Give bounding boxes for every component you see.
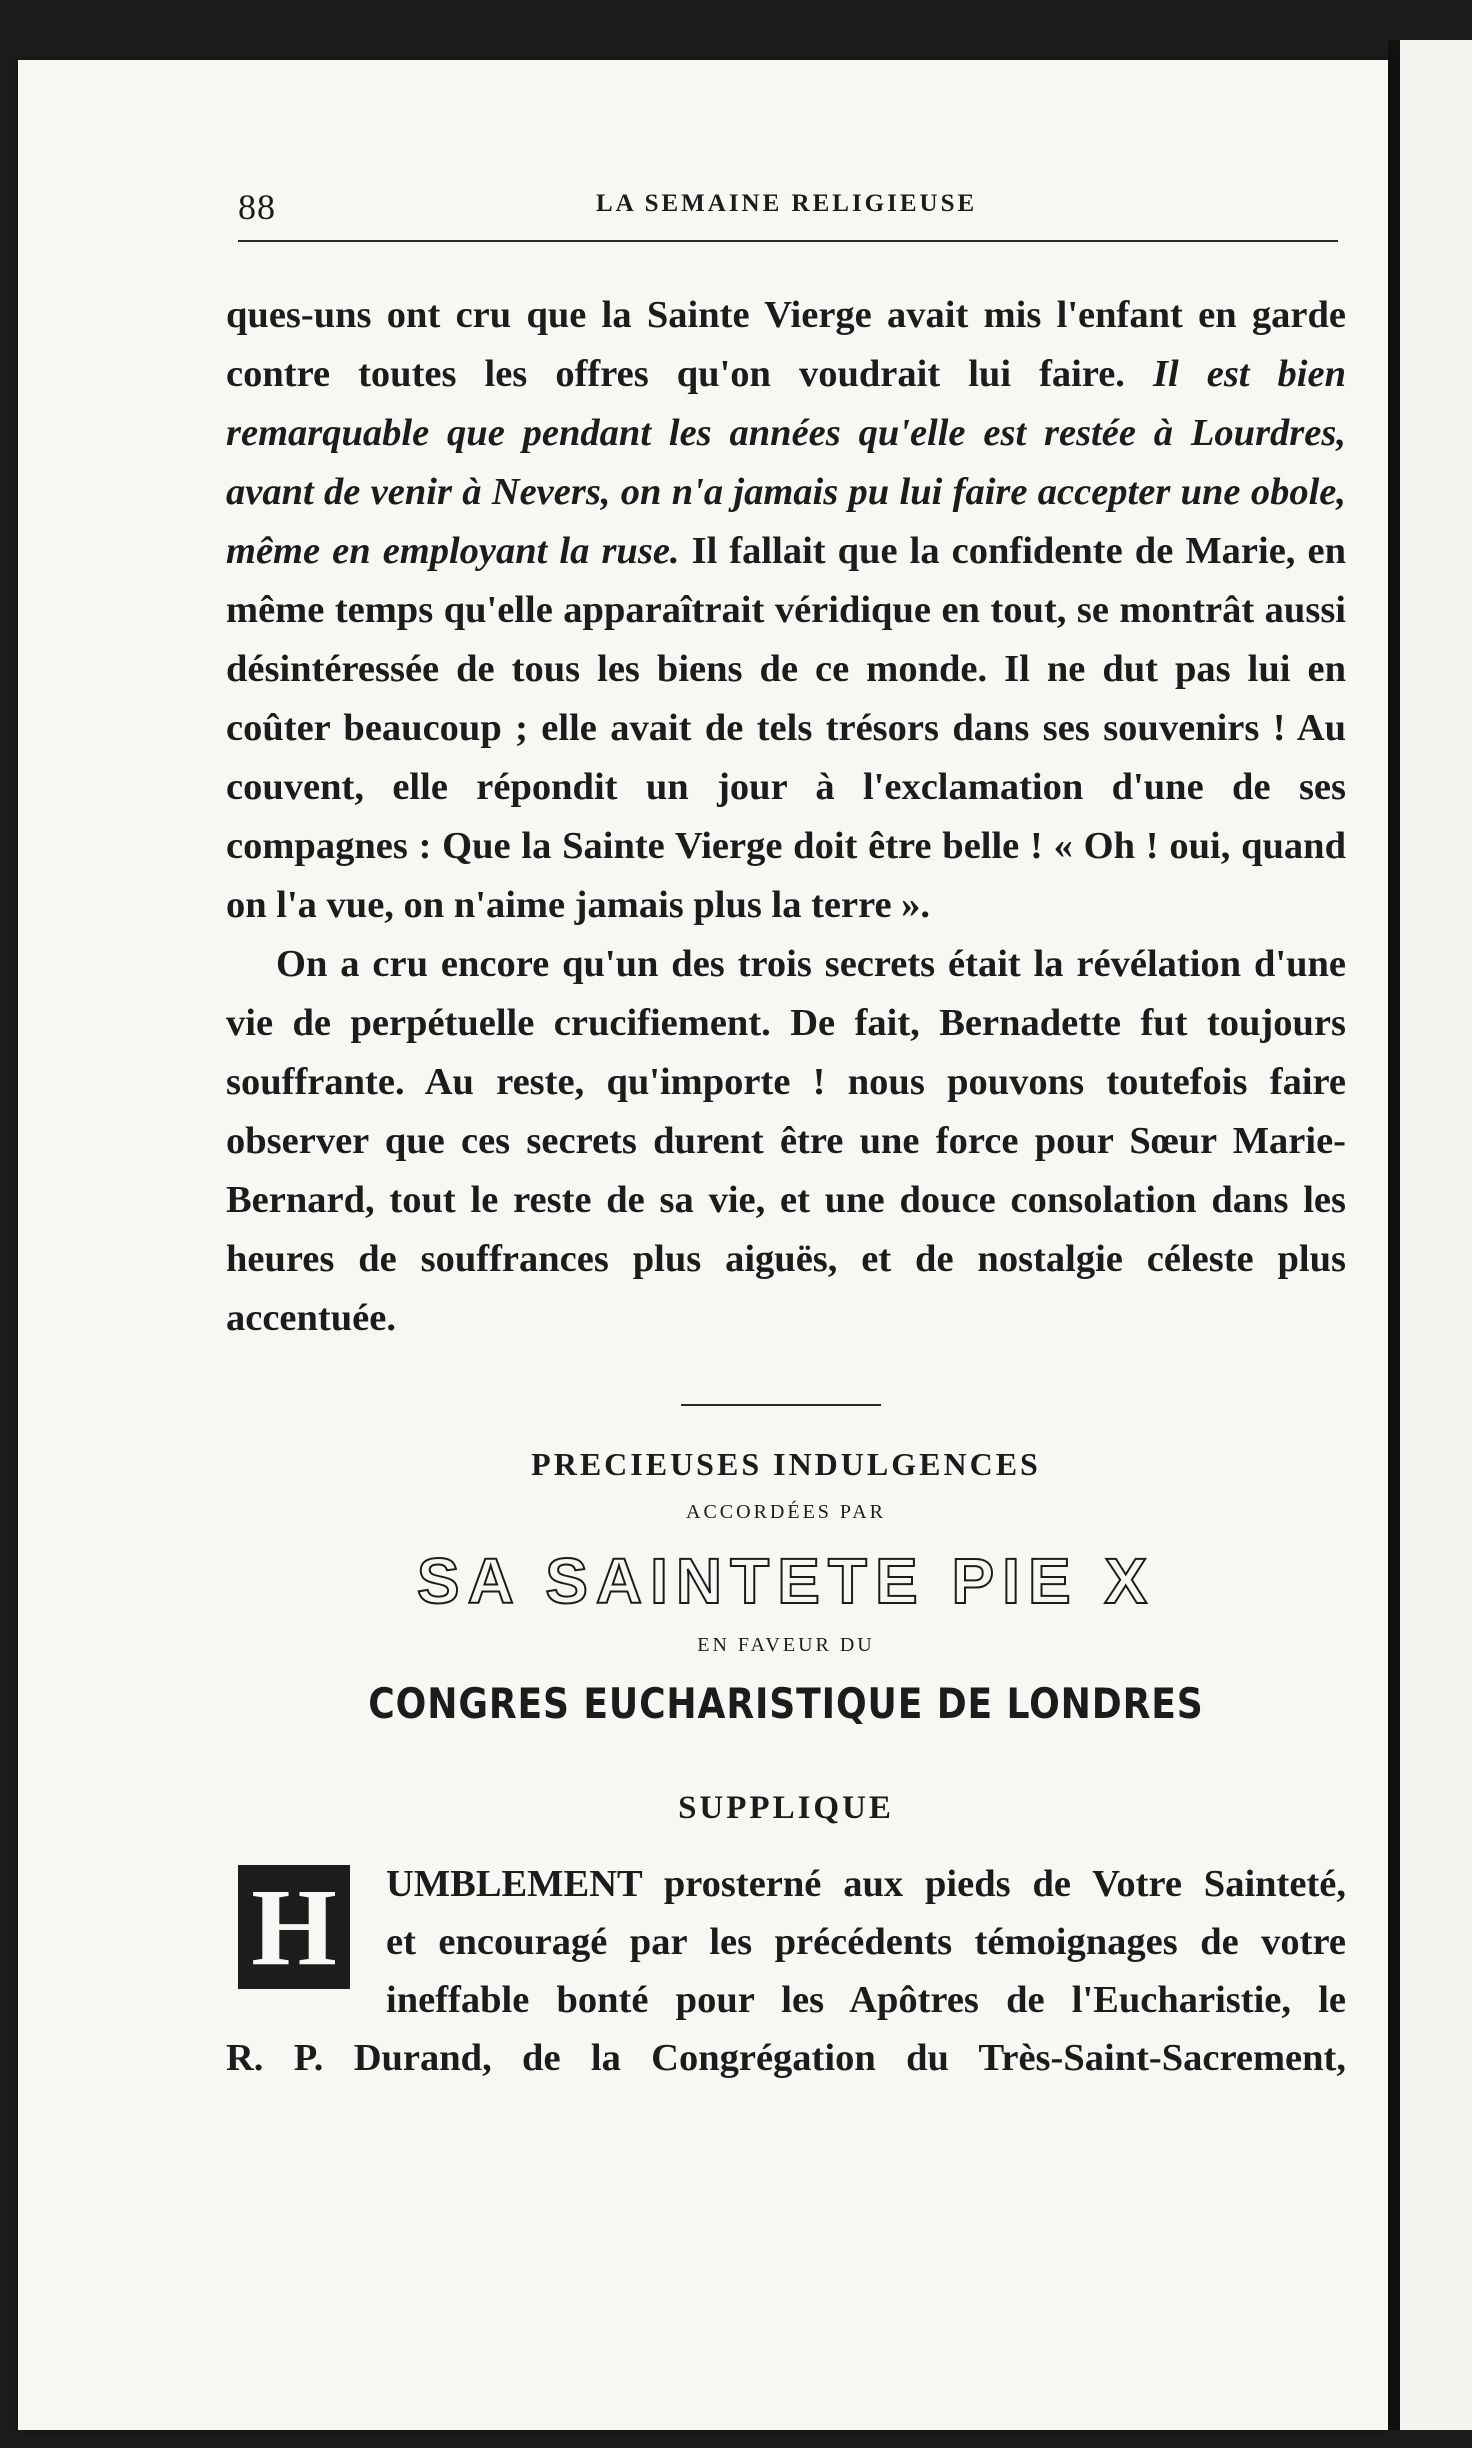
header-rule (238, 240, 1338, 242)
paragraph-2 (226, 935, 1346, 1348)
running-title: LA SEMAINE RELIGIEUSE (596, 190, 978, 217)
supplique-line-3: ineffable bonté pour les Apôtres de l'Eucharistie, le (386, 1979, 1346, 2021)
article-body (226, 286, 1346, 1348)
accordees-par-line: ACCORDÉES PAR (686, 1501, 886, 1523)
paragraph-1-italic-part: Il est bien remarquable que pendant les années qu'elle est restée à Lourdres, avant de venir à Nevers, on n'a jamais pu lui faire accepter une obole, même en employant la ruse. (226, 353, 1346, 572)
supplique-line-4: R. P. Durand, de la Congrégation du Très-Saint-Sacrement, (226, 2037, 1346, 2079)
ornamental-dropcap (238, 1865, 350, 1989)
paragraph-1 (226, 286, 1346, 935)
dropcap-letter: H (251, 1866, 337, 1988)
paragraph-1-part-3: Il fallait que la confidente de Marie, en même temps qu'elle apparaîtrait véridique en tout, se montrât aussi désintéressée de tous les biens de ce monde. Il ne dut pas lui en coûter beaucoup ; elle avait de tels trésors dans ses souvenirs ! Au couvent, elle répondit un jour à l'exclamation d'une de ses compagnes : Que la Sainte Vierge doit être belle ! « Oh ! oui, quand on l'a vue, on n'aime jamais plus la terre ». (226, 530, 1346, 926)
section-divider (681, 1404, 881, 1406)
paragraph-1-part-1: ques-uns ont cru que la Sainte Vierge avait mis l'enfant en garde contre toutes les offres qu'on voudrait lui faire. (226, 294, 1346, 395)
congres-title: CONGRES EUCHARISTIQUE DE LONDRES (368, 1679, 1204, 1728)
supplique-body (226, 1855, 1346, 2087)
indulgences-title: PRECIEUSES INDULGENCES (531, 1446, 1041, 1482)
pope-title: SA SAINTETE PIE X (416, 1545, 1156, 1617)
running-head (226, 180, 1356, 240)
page-content (226, 180, 1356, 2087)
supplique-line-2: et encouragé par les précédents témoignages de votre (386, 1921, 1346, 1963)
paragraph-2-text: On a cru encore qu'un des trois secrets était la révélation d'une vie de perpétuelle crucifiement. De fait, Bernadette fut toujours souffrante. Au reste, qu'importe ! nous pouvons toutefois faire observer que ces secrets durent être une force pour Sœur Marie-Bernard, tout le reste de sa vie, et une douce consolation dans les heures de souffrances plus aiguës, et de nostalgie céleste plus accentuée. (226, 943, 1346, 1339)
page (18, 60, 1388, 2430)
supplique-line-1: UMBLEMENT prosterné aux pieds de Votre Sainteté, (386, 1863, 1346, 1905)
next-page-edge (1400, 40, 1472, 2430)
en-faveur-du-line: EN FAVEUR DU (697, 1634, 875, 1656)
supplique-title: SUPPLIQUE (678, 1790, 894, 1826)
page-number: 88 (238, 187, 276, 227)
